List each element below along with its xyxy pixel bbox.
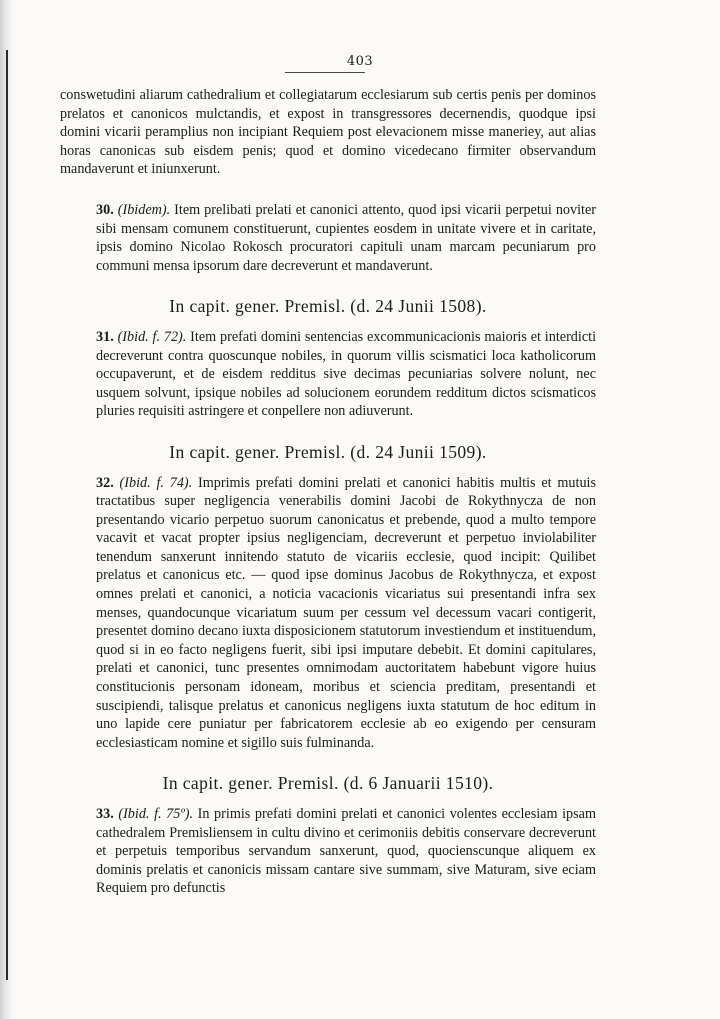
entry-reference: (Ibid. f. 75º). <box>118 806 194 822</box>
page-binding-edge <box>6 50 8 980</box>
entry-reference: (Ibidem). <box>117 201 171 218</box>
entry-text: Item prelibati prelati et canonici attento, quod ipsi vicarii perpetui noviter sibi mensam comunem constituerunt, cupientes eosdem in unitate vivere et in caritate, ipsis domino Nicolao Rokosch procuratori capituli unam marcam pecuniarum pro communi mensa ipsorum dare decreverunt et mandaverunt. <box>96 201 597 274</box>
entry-number: 32. <box>96 474 114 491</box>
entry-text: Item prefati domini sentencias excommunicacionis maioris et interdicti decreverunt contra quoscunque nobiles, in quorum villis scismatici loca katholicorum occupaverunt, et de eisdem redditus sive decimas pecuniarias solvere nolunt, nec usquem solvunt, ipsique nobiles ad solucionem eorundem redditum dictos scismaticos pluries requisiti astringere et conpellere non adiuverunt. <box>96 328 597 420</box>
section-heading-1510: In capit. gener. Premisl. (d. 6 Januarii 1510). <box>162 773 494 794</box>
page-body <box>60 86 596 898</box>
entry-31 <box>60 328 596 421</box>
entry-reference: (Ibid. f. 72). <box>117 328 187 345</box>
section-heading-1508: In capit. gener. Premisl. (d. 24 Junii 1508). <box>169 296 487 317</box>
entry-32 <box>60 474 596 753</box>
entry-33 <box>60 805 596 898</box>
entry-number: 30. <box>96 201 114 218</box>
section-heading-1509: In capit. gener. Premisl. (d. 24 Junii 1509). <box>169 441 487 462</box>
entry-number: 33. <box>96 806 114 822</box>
entry-reference: (Ibid. f. 74). <box>119 474 193 491</box>
entry-number: 31. <box>96 328 114 345</box>
entry-text: In primis prefati domini prelati et canonici volentes ecclesiam ipsam cathedralem Premisliensem in cultu divino et cerimoniis debitis conservare decreverunt et perpetuis temporibus servandum sanxerunt, quod, quocienscunque aliquem ex dominis prelatis et canonicis missam cantare sive summam, sive Maturam, sive eciam Requiem pro defunctis <box>96 806 596 897</box>
page-number-underline <box>285 72 365 73</box>
entry-30 <box>60 201 596 275</box>
entry-text: Imprimis prefati domini prelati et canonici habitis multis et mutuis tractatibus super negligencia venerabilis domini Jacobi de Rokythnycza de non presentando vicario perpetuo suorum canonicatus et prebende, quod a multo tempore vacavit et vacat propter ipsius negligenciam, decreverunt et perpetuo inviolabiliter tenendum sanxerunt innitendo statuto de vicariis ecclesie, quod incipit: Quilibet prelatus et canonicus etc. — quod ipse dominus Jacobus de Rokythnycza, et expost omnes prelati et canonici, a noticia vacacionis vicariatus sui presentandi infra sex menses, quandocunque vicariatum suum per cessum vel decessum vacari contigerit, presentet domino decano iuxta disposicionem statutorum investiendum et instituendum, quod si in eo facto negligens fuerit, sibi ipsi imputare debebit. Et domini capitulares, prelati et canonici, tunc presentes omnimodam auctoritatem habebunt vigore huius constitucionis personam idoneam, moribus et sciencia preditam, presentandi et suscipiendi, talisque prelatus et canonicus negligens iuxta statutum de hoc editum in uno lapide cere puniatur per fabricatorem ecclesie ab eo exigendo per censuram ecclesiasticam nomine et sigillo suis fulminanda. <box>96 474 597 751</box>
intro-paragraph: conswetudini aliarum cathedralium et collegiatarum ecclesiarum sub certis penis per dominos prelatos et canonicos mulctandis, et expost in transgressores decernendis, quodque ipsi domini vicarii peramplius non incipiant Requiem post elevacionem misse maneriey, aut alias horas canonicas sub eisdem penis; quod et domino vicedecano firmiter observandum mandaverunt et iniunxerunt. <box>60 87 596 178</box>
page-number: 403 <box>346 54 374 69</box>
